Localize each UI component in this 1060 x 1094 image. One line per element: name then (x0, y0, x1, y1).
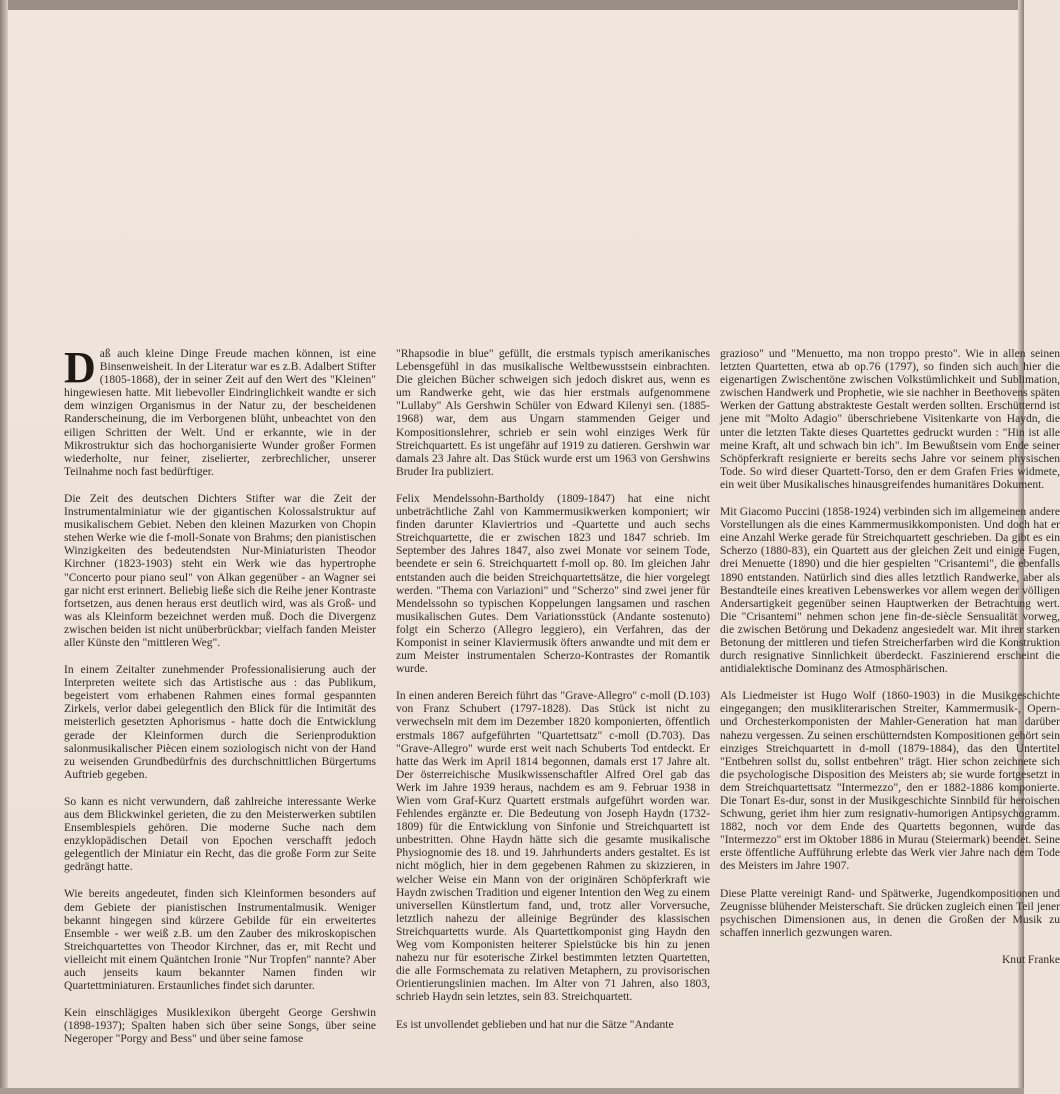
author-signature: Knut Franke (1001, 953, 1060, 966)
paragraph: "Rhapsodie in blue" gefüllt, die erstmals typisch amerikanisches Lebensgefühl in das musikalische Weltbewusstsein einbrachten. Die gleichen Bücher schweigen sich jedoch diskret aus, wenn es um Randwerke geht, wie das hier erstmals aufgenommene "Lullaby" Als Gershwin Schüler von Edward Kilenyi sen. (1885-1968) war, dem aus Ungarn stammenden Geiger und Kompositionslehrer, schrieb er sein wohl einziges Werk für Streichquartett. Es ist ungefähr auf 1919 zu datieren. Gershwin war damals 23 Jahre alt. Das Stück wurde erst um 1963 von Gershwins Bruder Ira publiziert. (396, 348, 710, 478)
paragraph: Als Liedmeister ist Hugo Wolf (1860-1903) in die Musikgeschichte eingegangen; den musikliterarischen Streiter, Kammermusik-, Opern- und Orchesterkomponisten der Mahler-Generation hat man darüber nahezu vergessen. Zu seinen erschütterndsten Kompositionen gehört sein einziges Streichquartett in d-moll (1879-1884), das den Untertitel "Entbehren sollst du, sollst entbehren" trägt. Hier schon zeichnete sich die psychologische Disposition des Meisters ab; sie wurde fortgesetzt in dem Streichquartettsatz "Intermezzo", den er 1882-1886 komponierte. Die Tonart Es-dur, sonst in der Musikgeschichte Sinnbild für heroischen Schwung, geriet ihm hier zum resignativ-humorigen Antipsychogramm. 1882, noch vor dem Ende des Quartetts begonnen, wurde das "Intermezzo" erst im Oktober 1886 in Murau (Steiermark) beendet. Seine erste öffentliche Aufführung erlebte das Werk vier Jahre nach dem Tode des Meisters im Jahre 1907. (720, 690, 1060, 873)
liner-notes-column-3 (720, 348, 1060, 981)
paragraph: Felix Mendelssohn-Bartholdy (1809-1847) hat eine nicht unbeträchtliche Zahl von Kammermusikwerken komponiert; wir finden darunter Klaviertrios und -Quartette und auch sechs Streichquartette, die er zwischen 1823 und 1847 schrieb. Im September des Jahres 1847, also zwei Monate vor seinem Tode, beendete er sein 6. Streichquartett f-moll op. 80. Im gleichen Jahr entstanden auch die beiden Streichquartettsätze, die hier vorgelegt werden. "Thema con Variazioni" und "Scherzo" sind zwei jener für Mendelssohn so typischen Koppelungen langsamen und raschen musikalischen Gutes. Dem Variationsstück (Andante sostenuto) folgt ein Scherzo (Allegro leggiero), ein Verfahren, das der Komponist in seiner Klaviermusik öfters anwandte und mit dem er zum Meister instrumentalen Scherzo-Kontrastes der Romantik wurde. (396, 492, 710, 676)
sleeve-bottom-edge (0, 1088, 1024, 1094)
paragraph: In einen anderen Bereich führt das "Grave-Allegro" c-moll (D.103) von Franz Schubert (1797-1828). Das Stück ist nicht zu verwechseln mit dem im Dezember 1820 komponierten, öffentlich erstmals 1867 aufgeführten "Quartettsatz" c-moll (D.703). Das "Grave-Allegro" wurde erst weit nach Schuberts Tod entdeckt. Er hatte das Werk im April 1814 begonnen, damals erst 17 Jahre alt. Der österreichische Musikwissenschaftler Alfred Orel gab das Werk im Jahre 1939 heraus, nachdem es am 9. Februar 1938 in Wien vom Graf-Kurz Quartett erstmals aufgeführt worden war. Fehlendes ergänzte er. Die Bedeutung von Joseph Haydn (1732-1809) für die Entwicklung von Sinfonie und Streichquartett ist unbestritten. Ohne Haydn hätte sich die gesamte musikalische Physiognomie des 18. und 19. Jahrhunderts anders gestaltet. Es ist nicht möglich, hier in dem gegebenen Rahmen zu skizzieren, in welcher Weise ein Mann von der originären Schöpferkraft wie Haydn zwischen Tradition und eigener Intention den Weg zu einem universellen Künstlertum fand, und, trotz aller Vorversuche, letztlich nahezu der alleinige Begründer des klassischen Streichquartetts wurde. Als Quartettkomponist ging Haydn den Weg vom Komponisten heiterer Spielstücke bis hin zu jenen nahezu nur für esoterische Zirkel bestimmten letzten Quartetten, die alle Formschemata zu relativen Metaphern, zu provisorischen Orientierungslinien machen. Im Alter von 71 Jahren, also 1803, schrieb Haydn sein letztes, sein 83. Streichquartett. (396, 690, 710, 1004)
paragraph: Mit Giacomo Puccini (1858-1924) verbinden sich im allgemeinen andere Vorstellungen als die eines Kammermusikkomponisten. Und doch hat er eine Anzahl Werke gerade für Streichquartett geschrieben. Da gibt es ein Scherzo (1880-83), ein Quartett aus der gleichen Zeit und einige Fugen, drei Menuette (1890) und die hier gespielten "Crisantemi", die ebenfalls 1890 entstanden. Natürlich sind dies alles letztlich Randwerke, aber als Bestandteile eines kreativen Lebenswerkes vor allem wegen der völligen Andersartigkeit gegenüber seinen Hauptwerken der Betrachtung wert. Die "Crisantemi" nehmen schon jene fin-de-siècle Sensualität vorweg, die zwischen Betörung und Dekadenz angesiedelt war. Mit ihrer starken Betonung der mittleren und tiefen Streicherfarben wird die Konstruktion durch resignative Sinnlichkeit überdeckt. Faszinierend erscheint die antidialektische Dominanz des Atmosphärischen. (720, 506, 1060, 676)
paragraph: In einem Zeitalter zunehmender Professionalisierung auch der Interpreten weitete sich das Artistische aus : das Publikum, begeistert vom erhabenen Rahmen eines formal gespannten Zirkels, verlor dabei gelegentlich den Blick für die Intimität des meisterlich gesetzten Aphorismus - hatte doch die Entwicklung gerade der Kleinformen durch die Serienproduktion salonmusikalischer Piècen einem soziologisch nicht von der Hand zu weisenden Grundbedürfnis des durchschnittlichen Bürgertums Auftrieb gegeben. (64, 664, 376, 781)
paragraph: Es ist unvollendet geblieben und hat nur die Sätze "Andante (396, 1018, 674, 1031)
sleeve-left-edge (0, 0, 8, 1094)
paragraph: So kann es nicht verwundern, daß zahlreiche interessante Werke aus dem Blickwinkel gerieten, die zu den Meisterwerken subtilen Ensemblespiels gehören. Die moderne Suche nach dem enzyklopädischen Detail von Epochen verschafft jedoch gelegentlich der Miniatur ein Recht, das die große Form zur Seite gedrängt hatte. (64, 795, 376, 874)
paragraph: Wie bereits angedeutet, finden sich Kleinformen besonders auf dem Gebiete der pianistischen Instrumentalmusik. Weniger bekannt hingegen sind kürzere Gebilde für ein erweitertes Ensemble - wer weiß z.B. um den Zauber des mikroskopischen Streichquartettes von Theodor Kirchner, das er, mit Recht und vielleicht mit einem Quäntchen Ironie "Nur Tropfen" nannte? Aber auch jenseits kaum bekannter Namen finden wir Quartettminiaturen. Erstaunliches findet sich darunter. (64, 888, 376, 993)
paragraph: Kein einschlägiges Musiklexikon übergeht George Gershwin (1898-1937); Spalten haben sich über seine Songs, über seine Negeroper "Porgy and Bess" und über seine famose (64, 1007, 376, 1046)
paragraph-intro (64, 343, 376, 479)
liner-notes-column-1 (64, 343, 376, 1061)
sleeve-top-edge (0, 0, 1024, 10)
paragraph: Diese Platte vereinigt Rand- und Spätwerke, Jugendkompositionen und Zeugnisse blühender Meisterschaft. Sie drücken zugleich einen Teil jener psychischen Dimensionen aus, in denen die Großen der Musik zu schaffen innerlich gezwungen waren. (720, 887, 1060, 939)
paragraph: Die Zeit des deutschen Dichters Stifter war die Zeit der Instrumentalminiatur wie der gigantischen Kolossalstruktur auf musikalischem Gebiet. Neben den kleinen Mazurken von Chopin stehen Werke wie die f-moll-Sonate von Brahms; den pianistischen Winzigkeiten des bedeutendsten Nur-Miniaturisten Theodor Kirchner (1823-1903) steht ein Werk wie das hypertrophe "Concerto pour piano seul" von Alkan gegenüber - an Wagner sei gar nicht erst erinnert. Beliebig ließe sich die Reihe jener Kontraste fortsetzen, aus denen heraus erst deutlich wird, was als Groß- und was als Kleinform bezeichnet werden muß. Doch die Divergenz zwischen beiden ist nicht unüberbrückbar; vielfach fanden Meister aller Künste den "mittleren Weg". (64, 492, 376, 649)
paragraph: grazioso" und "Menuetto, ma non troppo presto". Wie in allen seinen letzten Quartetten, etwa ab op.76 (1797), so finden sich auch hier die eigenartigen Zwischentöne zwischen Volkstümlichkeit und Sublimation, zwischen Handwerk und Prophetie, wie sie nachher in Beethovens späten Werken der Gattung abstrakteste Gestalt werden sollten. Erschütternd ist jene mit "Molto Adagio" überschriebene Visitenkarte von Haydn, die unter die letzten Takte dieses Quartettes gedruckt wurden : "Hin ist alle meine Kraft, alt und schwach bin ich". Im Bewußtsein vom Ende seiner Schöpferkraft resignierte er bereits sechs Jahre vor seinem physischen Tode. So wird dieser Quartett-Torso, den er dem Grafen Fries widmete, ein weit über Musikalisches hinausgreifendes humanitäres Dokument. (720, 348, 1060, 491)
liner-notes-column-2 (396, 348, 710, 1046)
paragraph-text: aß auch kleine Dinge Freude machen können, ist eine Binsenweisheit. In der Literatur war es z.B. Adalbert Stifter (1805-1868), der in seiner Zeit auf den Wert des "Kleinen" hingewiesen hatte. Mit liebevoller Eindringlichkeit wandte er sich dem winzigen Organismus in der Natur zu, der bescheidenen Randerscheinung, die im Verborgenen blüht, unbeachtet von den eiligen Schritten der Welt. Und er erkannte, wie in der Mikrostruktur sich das hochorganisierte Wunder großer Formen wiederholte, nur feiner, ziselierter, zerbrechlicher, unserer Teilnahme noch fast bedürftiger. (64, 348, 376, 478)
drop-cap: D (64, 343, 96, 392)
